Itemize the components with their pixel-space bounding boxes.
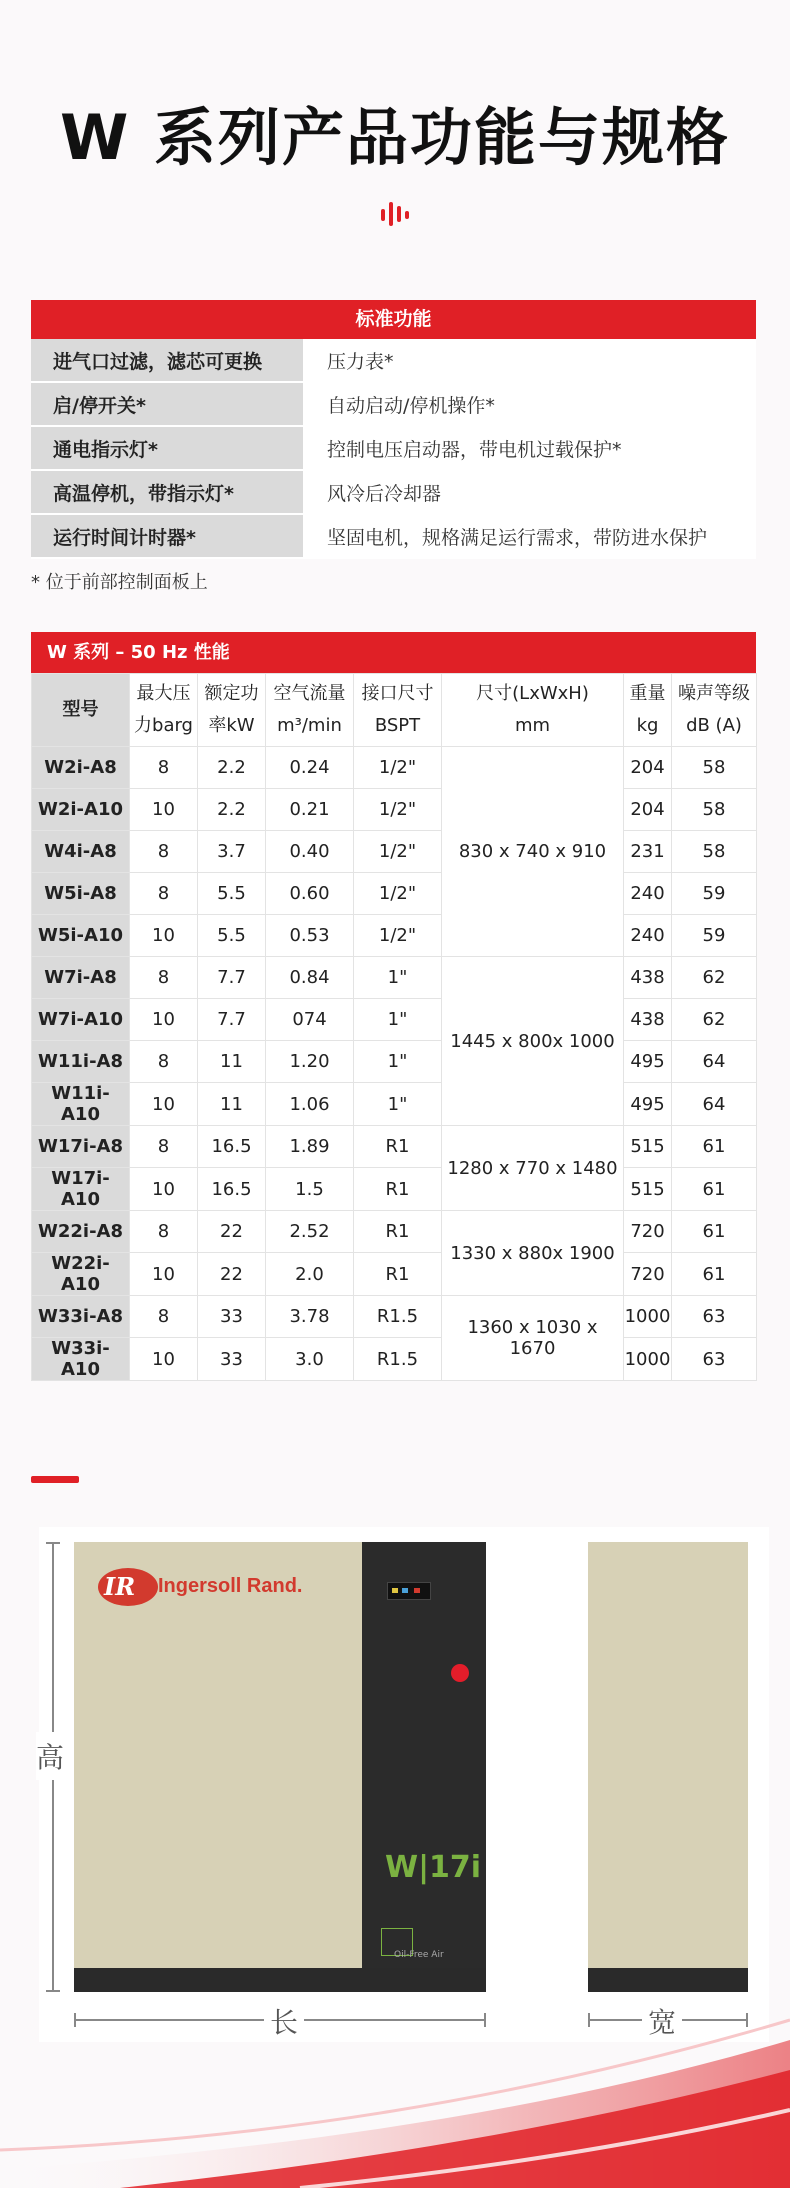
table-row: [32, 1126, 757, 1168]
power-cell: 11: [198, 1083, 266, 1126]
port-cell: 1/2": [354, 747, 442, 789]
power-cell: 22: [198, 1253, 266, 1296]
port-cell: R1: [354, 1168, 442, 1211]
flow-cell: 0.21: [266, 789, 354, 831]
power-cell: 7.7: [198, 999, 266, 1041]
noise-cell: 58: [672, 789, 757, 831]
pressure-cell: 8: [130, 957, 198, 999]
flow-cell: 074: [266, 999, 354, 1041]
table-row: [32, 1211, 757, 1253]
pressure-cell: 8: [130, 1296, 198, 1338]
column-header-noise: 噪声等级 dB (A): [672, 674, 757, 747]
column-header-port: 接口尺寸 BSPT: [354, 674, 442, 747]
compressor-side-base: [588, 1968, 748, 1992]
model-cell: W33i-A8: [32, 1296, 130, 1338]
noise-cell: 61: [672, 1211, 757, 1253]
noise-cell: 61: [672, 1168, 757, 1211]
port-cell: 1": [354, 1083, 442, 1126]
flow-cell: 3.0: [266, 1338, 354, 1381]
feature-key: 启/停开关*: [31, 382, 304, 426]
weight-cell: 438: [624, 957, 672, 999]
column-header-dimensions: 尺寸(LxWxH) mm: [442, 674, 624, 747]
table-row: [31, 382, 756, 426]
port-cell: 1": [354, 957, 442, 999]
pressure-cell: 8: [130, 873, 198, 915]
weight-cell: 204: [624, 747, 672, 789]
table-row: [32, 831, 757, 873]
table-row: [32, 747, 757, 789]
emergency-stop-icon: [451, 1664, 469, 1682]
noise-cell: 61: [672, 1253, 757, 1296]
port-cell: 1/2": [354, 915, 442, 957]
pressure-cell: 10: [130, 789, 198, 831]
weight-cell: 720: [624, 1253, 672, 1296]
table-row: [31, 514, 756, 558]
compressor-side: [588, 1542, 748, 1992]
table-row: [31, 470, 756, 514]
weight-cell: 438: [624, 999, 672, 1041]
table-row: [32, 1168, 757, 1211]
dimension-cap: [46, 1990, 60, 1992]
feature-value: 风冷后冷却器: [304, 470, 756, 514]
table-row: [32, 957, 757, 999]
weight-cell: 240: [624, 873, 672, 915]
weight-cell: 240: [624, 915, 672, 957]
spec-table-header: W 系列 – 50 Hz 性能: [31, 632, 756, 673]
port-cell: R1.5: [354, 1296, 442, 1338]
flow-cell: 0.24: [266, 747, 354, 789]
spec-header-row: [32, 674, 757, 747]
noise-cell: 64: [672, 1041, 757, 1083]
port-cell: 1": [354, 999, 442, 1041]
model-cell: W17i-A8: [32, 1126, 130, 1168]
port-cell: R1: [354, 1126, 442, 1168]
table-row: [32, 1296, 757, 1338]
pressure-cell: 8: [130, 1211, 198, 1253]
decorative-swoosh: [0, 2000, 790, 2188]
power-cell: 5.5: [198, 873, 266, 915]
flow-cell: 1.06: [266, 1083, 354, 1126]
power-cell: 5.5: [198, 915, 266, 957]
table-row: [32, 1338, 757, 1381]
pressure-cell: 8: [130, 1126, 198, 1168]
column-header-flow: 空气流量 m³/min: [266, 674, 354, 747]
column-header-pressure: 最大压 力barg: [130, 674, 198, 747]
pressure-cell: 8: [130, 747, 198, 789]
feature-key: 运行时间计时器*: [31, 514, 304, 558]
pressure-cell: 8: [130, 1041, 198, 1083]
flow-cell: 2.0: [266, 1253, 354, 1296]
logo-mark-text: IR: [104, 1572, 136, 1601]
feature-value: 控制电压启动器，带电机过载保护*: [304, 426, 756, 470]
power-cell: 16.5: [198, 1168, 266, 1211]
table-row: [32, 1083, 757, 1126]
width-label: 宽: [642, 2001, 682, 2041]
power-cell: 2.2: [198, 789, 266, 831]
port-cell: 1/2": [354, 873, 442, 915]
table-row: [32, 1253, 757, 1296]
flow-cell: 0.84: [266, 957, 354, 999]
power-cell: 3.7: [198, 831, 266, 873]
table-row: [31, 426, 756, 470]
flow-cell: 1.20: [266, 1041, 354, 1083]
table-row: [32, 789, 757, 831]
compressor-base: [74, 1968, 486, 1992]
table-row: [31, 339, 756, 382]
port-cell: R1: [354, 1211, 442, 1253]
weight-cell: 515: [624, 1126, 672, 1168]
pressure-cell: 10: [130, 1168, 198, 1211]
page-title: W 系列产品功能与规格: [60, 101, 730, 174]
flow-cell: 3.78: [266, 1296, 354, 1338]
model-cell: W5i-A10: [32, 915, 130, 957]
dimension-cap: [46, 1542, 60, 1544]
power-cell: 22: [198, 1211, 266, 1253]
feature-value: 自动启动/停机操作*: [304, 382, 756, 426]
noise-cell: 59: [672, 915, 757, 957]
dimensions-cell: 1445 x 800x 1000: [442, 957, 624, 1126]
brand-name: Ingersoll Rand.: [158, 1575, 303, 1597]
feature-value: 压力表*: [304, 339, 756, 382]
model-cell: W4i-A8: [32, 831, 130, 873]
weight-cell: 231: [624, 831, 672, 873]
section-divider: [31, 1476, 79, 1483]
port-cell: 1/2": [354, 831, 442, 873]
weight-cell: 1000: [624, 1296, 672, 1338]
power-cell: 16.5: [198, 1126, 266, 1168]
flow-cell: 0.40: [266, 831, 354, 873]
power-cell: 11: [198, 1041, 266, 1083]
spec-table: [31, 673, 757, 1381]
noise-cell: 58: [672, 831, 757, 873]
feature-value: 坚固电机，规格满足运行需求，带防进水保护: [304, 514, 756, 558]
table-row: [32, 873, 757, 915]
flow-cell: 1.5: [266, 1168, 354, 1211]
standard-features-table: [31, 339, 756, 559]
noise-cell: 63: [672, 1338, 757, 1381]
noise-cell: 59: [672, 873, 757, 915]
feature-key: 进气口过滤，滤芯可更换: [31, 339, 304, 382]
column-header-power: 额定功 率kW: [198, 674, 266, 747]
power-cell: 2.2: [198, 747, 266, 789]
pressure-cell: 10: [130, 915, 198, 957]
height-label: 高: [36, 1732, 64, 1780]
model-cell: W11i-A10: [32, 1083, 130, 1126]
model-cell: W22i-A8: [32, 1211, 130, 1253]
model-cell: W33i-A10: [32, 1338, 130, 1381]
dimensions-cell: 1330 x 880x 1900: [442, 1211, 624, 1296]
power-cell: 33: [198, 1296, 266, 1338]
noise-cell: 58: [672, 747, 757, 789]
flow-cell: 0.60: [266, 873, 354, 915]
noise-cell: 62: [672, 999, 757, 1041]
model-cell: W22i-A10: [32, 1253, 130, 1296]
pressure-cell: 10: [130, 1253, 198, 1296]
power-cell: 7.7: [198, 957, 266, 999]
features-footnote: * 位于前部控制面板上: [31, 572, 208, 593]
flow-cell: 0.53: [266, 915, 354, 957]
standard-features-header: 标准功能: [31, 300, 756, 339]
dimensions-cell: 1280 x 770 x 1480: [442, 1126, 624, 1211]
weight-cell: 515: [624, 1168, 672, 1211]
display-icon: [387, 1582, 431, 1600]
dimensions-cell: 1360 x 1030 x 1670: [442, 1296, 624, 1381]
title-decoration-icon: [381, 202, 409, 226]
oil-free-label: Oil-Free Air: [394, 1950, 444, 1960]
pressure-cell: 10: [130, 1083, 198, 1126]
column-header-weight: 重量 kg: [624, 674, 672, 747]
noise-cell: 64: [672, 1083, 757, 1126]
port-cell: R1: [354, 1253, 442, 1296]
length-label: 长: [264, 2001, 304, 2041]
model-badge: W|17i: [385, 1850, 482, 1885]
port-cell: R1.5: [354, 1338, 442, 1381]
noise-cell: 62: [672, 957, 757, 999]
weight-cell: 1000: [624, 1338, 672, 1381]
model-cell: W17i-A10: [32, 1168, 130, 1211]
column-header-model: 型号: [32, 674, 130, 747]
table-row: [32, 1041, 757, 1083]
weight-cell: 204: [624, 789, 672, 831]
port-cell: 1/2": [354, 789, 442, 831]
noise-cell: 61: [672, 1126, 757, 1168]
feature-key: 通电指示灯*: [31, 426, 304, 470]
control-panel: [362, 1542, 486, 1992]
pressure-cell: 10: [130, 1338, 198, 1381]
weight-cell: 495: [624, 1041, 672, 1083]
weight-cell: 720: [624, 1211, 672, 1253]
flow-cell: 2.52: [266, 1211, 354, 1253]
flow-cell: 1.89: [266, 1126, 354, 1168]
table-row: [32, 915, 757, 957]
model-cell: W2i-A8: [32, 747, 130, 789]
noise-cell: 63: [672, 1296, 757, 1338]
power-cell: 33: [198, 1338, 266, 1381]
model-cell: W5i-A8: [32, 873, 130, 915]
model-cell: W7i-A10: [32, 999, 130, 1041]
dimensions-cell: 830 x 740 x 910: [442, 747, 624, 957]
weight-cell: 495: [624, 1083, 672, 1126]
model-cell: W2i-A10: [32, 789, 130, 831]
table-row: [32, 999, 757, 1041]
pressure-cell: 10: [130, 999, 198, 1041]
model-cell: W7i-A8: [32, 957, 130, 999]
feature-key: 高温停机，带指示灯*: [31, 470, 304, 514]
port-cell: 1": [354, 1041, 442, 1083]
model-cell: W11i-A8: [32, 1041, 130, 1083]
pressure-cell: 8: [130, 831, 198, 873]
